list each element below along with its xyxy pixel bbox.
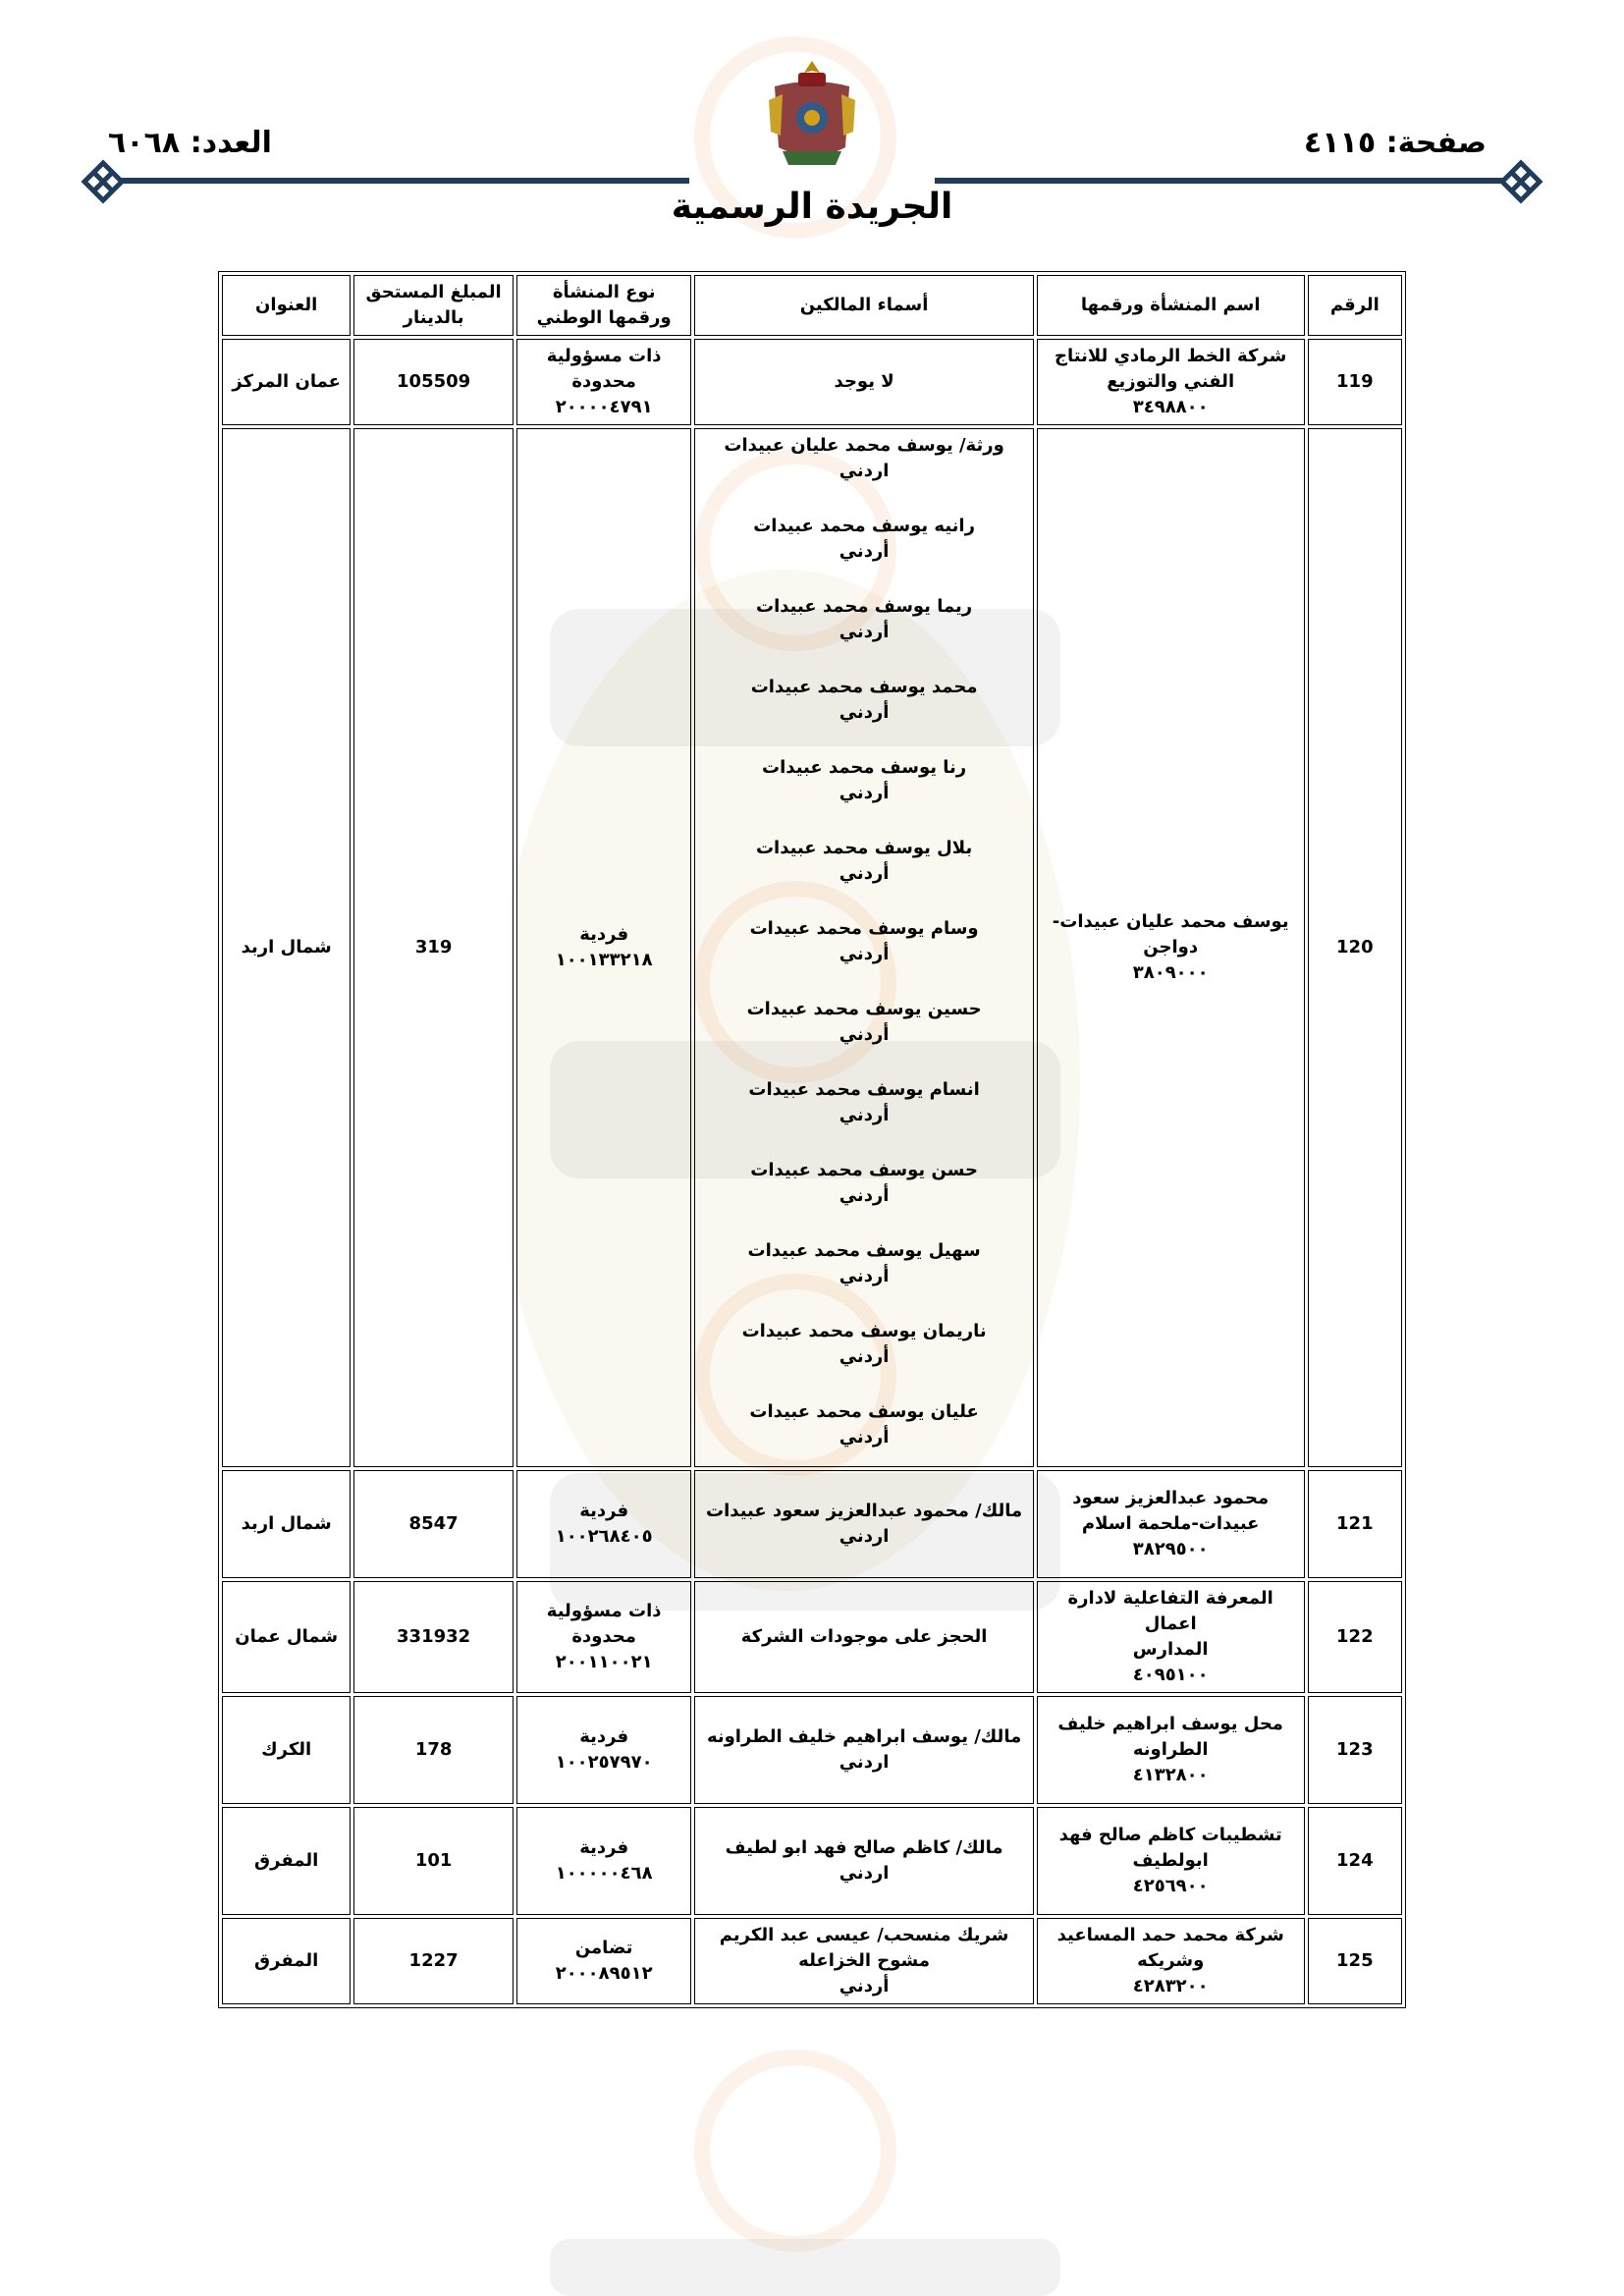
cell-establishment <box>1037 1696 1305 1804</box>
header-owners: أسماء المالكين <box>694 275 1033 336</box>
establishment-line: تشطيبات كاظم صالح فهد <box>1058 1825 1282 1845</box>
table-row <box>222 339 1402 425</box>
page-number: صفحة: ٤١١٥ <box>1303 126 1487 160</box>
owner-line: حسين يوسف محمد عبيدات <box>746 999 982 1019</box>
establishment-line: المعرفة التفاعلية لادارة اعمال <box>1067 1588 1273 1634</box>
cell-num: 119 <box>1308 339 1402 425</box>
establishment-line: المدارس <box>1132 1639 1209 1660</box>
establishment-line: ٣٤٩٨٨٠٠ <box>1132 397 1209 417</box>
type-line: ١٠٠٢٦٨٤٠٥ <box>555 1526 653 1547</box>
table-row <box>222 1470 1402 1578</box>
owner-line: ناريمان يوسف محمد عبيدات <box>741 1321 987 1341</box>
table-row <box>222 1807 1402 1915</box>
owner-line: لا يوجد <box>834 371 894 392</box>
type-line: ٢٠٠٠٨٩٥١٢ <box>555 1963 653 1984</box>
owner-entry <box>701 433 1026 484</box>
cell-address: شمال اربد <box>222 1470 351 1578</box>
type-line: محدودة <box>571 1626 636 1647</box>
establishment-line: شركة محمد حمد المساعيد <box>1056 1925 1284 1945</box>
cell-owners <box>694 1696 1033 1804</box>
header-establishment: اسم المنشأة ورقمها <box>1037 275 1305 336</box>
cell-num: 120 <box>1308 428 1402 1467</box>
owner-entry <box>701 675 1026 726</box>
owner-entry <box>701 1624 1026 1650</box>
cell-owners <box>694 1581 1033 1693</box>
cell-owners <box>694 1918 1033 2004</box>
type-line: فردية <box>579 1726 629 1747</box>
owner-line: أردني <box>839 1346 890 1367</box>
owner-line: اردني <box>839 1752 890 1773</box>
cell-establishment <box>1037 1581 1305 1693</box>
establishment-line: دواجن <box>1143 937 1199 957</box>
establishment-line: الفني والتوزيع <box>1107 371 1235 392</box>
cell-establishment <box>1037 428 1305 1467</box>
header-num: الرقم <box>1308 275 1402 336</box>
owner-line: مالك/ يوسف ابراهيم خليف الطراونه <box>706 1726 1022 1747</box>
owner-entry <box>701 1724 1026 1776</box>
owner-entry <box>701 1835 1026 1886</box>
owner-line: أردني <box>839 541 890 562</box>
owner-line: رنا يوسف محمد عبيدات <box>762 757 967 778</box>
owner-entry <box>701 1077 1026 1128</box>
establishment-line: محل يوسف ابراهيم خليف <box>1057 1714 1283 1734</box>
cell-establishment <box>1037 1918 1305 2004</box>
header-amount: المبلغ المستحق بالدينار <box>353 275 513 336</box>
owner-line: بلال يوسف محمد عبيدات <box>755 838 973 858</box>
table-row <box>222 428 1402 1467</box>
establishment-line: ٤٠٩٥١٠٠ <box>1132 1665 1209 1685</box>
establishment-line: عبيدات-ملحمة اسلام <box>1081 1513 1260 1534</box>
type-line: ١٠٠٢٥٧٩٧٠ <box>555 1752 653 1773</box>
owner-line: اردني <box>839 1526 890 1547</box>
header-rule-left <box>120 178 689 184</box>
owner-line: انسام يوسف محمد عبيدات <box>748 1079 980 1100</box>
table-row <box>222 1696 1402 1804</box>
cell-address: شمال اربد <box>222 428 351 1467</box>
table-row <box>222 1581 1402 1693</box>
establishment-line: محمود عبدالعزيز سعود <box>1072 1488 1270 1508</box>
owner-line: الحجز على موجودات الشركة <box>740 1626 988 1647</box>
establishment-line: الطراونه <box>1132 1739 1209 1760</box>
type-line: فردية <box>579 1501 629 1521</box>
cell-type <box>516 428 692 1467</box>
cell-amount: 331932 <box>353 1581 513 1693</box>
cell-owners <box>694 1470 1033 1578</box>
header-address: العنوان <box>222 275 351 336</box>
owner-entry <box>701 369 1026 395</box>
owner-line: مالك/ كاظم صالح فهد ابو لطيف <box>725 1837 1003 1858</box>
cell-num: 125 <box>1308 1918 1402 2004</box>
cell-address: شمال عمان <box>222 1581 351 1693</box>
owner-entry <box>701 594 1026 645</box>
table-row <box>222 1918 1402 2004</box>
establishment-line: يوسف محمد عليان عبيدات- <box>1052 911 1289 932</box>
cell-amount: 101 <box>353 1807 513 1915</box>
type-line: ذات مسؤولية <box>546 1601 662 1621</box>
owner-line: أردني <box>839 622 890 642</box>
owner-line: سهيل يوسف محمد عبيدات <box>747 1240 981 1261</box>
cell-type <box>516 1918 692 2004</box>
type-line: فردية <box>579 1837 629 1858</box>
cell-num: 121 <box>1308 1470 1402 1578</box>
owner-line: محمد يوسف محمد عبيدات <box>750 677 978 697</box>
cell-type <box>516 1581 692 1693</box>
cell-address: الكرك <box>222 1696 351 1804</box>
cell-amount: 319 <box>353 428 513 1467</box>
owner-line: أردني <box>839 863 890 884</box>
cell-owners <box>694 428 1033 1467</box>
owner-entry <box>701 755 1026 806</box>
type-line: تضامن <box>574 1938 633 1958</box>
table-header-row <box>222 275 1402 336</box>
cell-type <box>516 339 692 425</box>
cell-num: 123 <box>1308 1696 1402 1804</box>
establishment-line: ٣٨٠٩٠٠٠ <box>1132 962 1209 983</box>
owner-line: أردني <box>839 944 890 964</box>
gazette-title: الجريدة الرسمية <box>671 187 953 227</box>
type-line: ١٠٠٠٠٠٤٦٨ <box>555 1863 653 1884</box>
type-line: محدودة <box>571 371 636 392</box>
cell-type <box>516 1807 692 1915</box>
notices-table <box>218 271 1406 2008</box>
owner-line: مشوح الخزاعله <box>798 1950 930 1971</box>
header-rule-right <box>935 178 1504 184</box>
owner-entry <box>701 836 1026 887</box>
type-line: ٢٠٠١١٠٠٢١ <box>555 1652 653 1672</box>
owner-line: أردني <box>839 1185 890 1206</box>
owner-entry <box>701 514 1026 565</box>
cell-address: عمان المركز <box>222 339 351 425</box>
establishment-line: ٤١٣٢٨٠٠ <box>1132 1765 1209 1785</box>
cell-amount: 1227 <box>353 1918 513 2004</box>
type-line: فردية <box>579 924 629 945</box>
cell-establishment <box>1037 1470 1305 1578</box>
owner-line: اردني <box>839 461 890 481</box>
cell-address: المفرق <box>222 1918 351 2004</box>
owner-line: حسن يوسف محمد عبيدات <box>750 1160 978 1180</box>
owner-entry <box>701 1923 1026 1999</box>
cell-establishment <box>1037 1807 1305 1915</box>
owner-line: ريما يوسف محمد عبيدات <box>756 596 973 617</box>
cell-establishment <box>1037 339 1305 425</box>
establishment-line: ٤٢٥٦٩٠٠ <box>1132 1876 1209 1896</box>
owner-entry <box>701 1319 1026 1370</box>
owner-entry <box>701 916 1026 967</box>
establishment-line: ٤٢٨٣٢٠٠ <box>1132 1976 1209 1996</box>
cell-amount: 178 <box>353 1696 513 1804</box>
type-line: ذات مسؤولية <box>546 346 662 366</box>
owner-entry <box>701 1158 1026 1209</box>
owner-line: اردني <box>839 1863 890 1884</box>
cell-owners <box>694 1807 1033 1915</box>
establishment-line: ابولطيف <box>1132 1850 1209 1871</box>
issue-number: العدد: ٦٠٦٨ <box>108 126 272 160</box>
owner-line: أردني <box>839 1024 890 1045</box>
coat-of-arms-icon <box>763 57 861 173</box>
cell-num: 124 <box>1308 1807 1402 1915</box>
owner-entry <box>701 997 1026 1048</box>
owner-line: وسام يوسف محمد عبيدات <box>749 918 979 939</box>
establishment-line: شركة الخط الرمادي للانتاج <box>1055 346 1287 366</box>
cell-type <box>516 1696 692 1804</box>
type-line: ٢٠٠٠٠٤٧٩١ <box>555 397 653 417</box>
owner-line: عليان يوسف محمد عبيدات <box>749 1401 979 1422</box>
owner-line: ورثة/ يوسف محمد عليان عبيدات <box>724 435 1004 456</box>
owner-line: رانيه يوسف محمد عبيدات <box>753 516 975 536</box>
cell-amount: 8547 <box>353 1470 513 1578</box>
owner-line: أردني <box>839 1105 890 1125</box>
owner-line: أردني <box>839 702 890 723</box>
cell-address: المفرق <box>222 1807 351 1915</box>
type-line: ١٠٠١٣٣٢١٨ <box>555 950 653 970</box>
cell-amount: 105509 <box>353 339 513 425</box>
cell-owners <box>694 339 1033 425</box>
owner-line: أردني <box>839 783 890 803</box>
owner-entry <box>701 1499 1026 1550</box>
owner-line: مالك/ محمود عبدالعزيز سعود عبيدات <box>706 1501 1023 1521</box>
owner-line: أردني <box>839 1427 890 1448</box>
owner-entry <box>701 1238 1026 1289</box>
header-type: نوع المنشأة ورقمها الوطني <box>516 275 692 336</box>
establishment-line: ٣٨٢٩٥٠٠ <box>1132 1539 1209 1559</box>
cell-num: 122 <box>1308 1581 1402 1693</box>
owner-line: أردني <box>839 1266 890 1286</box>
establishment-line: وشريكه <box>1137 1950 1205 1971</box>
cell-type <box>516 1470 692 1578</box>
owner-line: شريك منسحب/ عيسى عبد الكريم <box>719 1925 1009 1945</box>
owner-entry <box>701 1399 1026 1450</box>
owner-line: أردني <box>839 1976 890 1996</box>
